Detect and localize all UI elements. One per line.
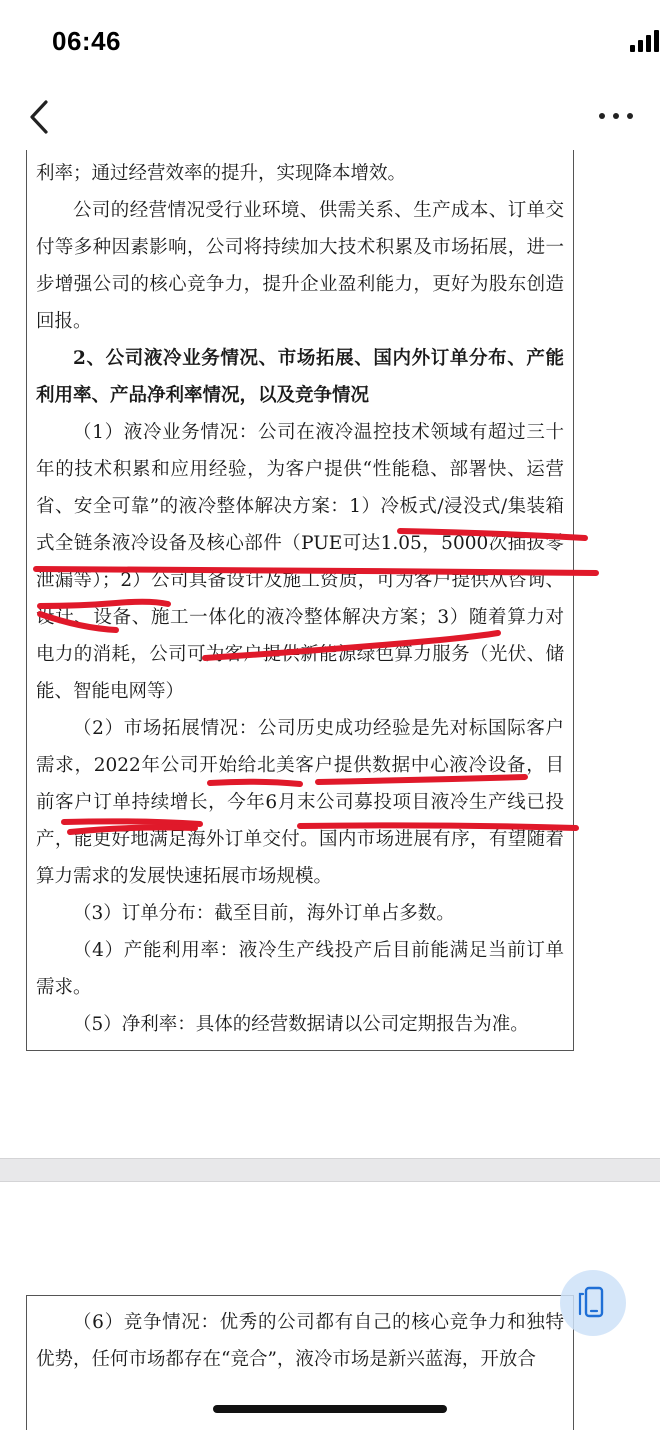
paragraph-order-distribution: （3）订单分布：截至目前，海外订单占多数。 xyxy=(73,903,455,924)
document-content-page-2 xyxy=(36,1304,564,1378)
section-heading-2: 2、公司液冷业务情况、市场拓展、国内外订单分布、产能利用率、产品净利率情况，以及竞争情况 xyxy=(36,348,564,406)
more-options-button[interactable] xyxy=(596,104,636,128)
status-bar xyxy=(0,0,660,84)
page-break xyxy=(0,1158,660,1182)
cellular-signal-icon xyxy=(630,30,660,52)
paragraph-market-expansion: （2）市场拓展情况：公司历史成功经验是先对标国际客户需求，2022年公司开始给北美客户提供数据中心液冷设备，目前客户订单持续增长，今年6月末公司募投项目液冷生产线已投产，能更好地满足海外订单交付。国内市场进展有序，有望随着算力需求的发展快速拓展市场规模。 xyxy=(36,718,564,887)
paragraph-1: 利率；通过经营效率的提升，实现降本增效。 xyxy=(36,163,407,184)
back-button[interactable] xyxy=(26,98,56,136)
home-indicator[interactable] xyxy=(213,1405,447,1413)
phone-copy-icon xyxy=(560,1270,626,1336)
paragraph-net-margin: （5）净利率：具体的经营数据请以公司定期报告为准。 xyxy=(73,1014,529,1035)
paragraph-2: 公司的经营情况受行业环境、供需关系、生产成本、订单交付等多种因素影响，公司将持续加大技术积累及市场拓展，进一步增强公司的核心竞争力，提升企业盈利能力，更好为股东创造回报。 xyxy=(36,200,564,332)
status-time: 06:46 xyxy=(52,26,121,56)
chevron-left-icon xyxy=(26,98,56,136)
floating-action-button[interactable] xyxy=(560,1270,626,1336)
ellipsis-icon xyxy=(596,104,636,128)
document-content xyxy=(36,155,564,1043)
nav-bar xyxy=(0,84,660,148)
paragraph-liquid-cooling-business: （1）液冷业务情况：公司在液冷温控技术领域有超过三十年的技术积累和应用经验，为客户提供“性能稳、部署快、运营省、安全可靠”的液冷整体解决方案：1）冷板式/浸没式/集装箱式全链条液冷设备及核心部件（PUE可达1.05，5000次插拔零泄漏等）；2）公司具备设计及施工资质，可为客户提供从咨询、设计、设备、施工一体化的液冷整体解决方案；3）随着算力对电力的消耗，公司可为客户提供新能源绿色算力服务（光伏、储能、智能电网等） xyxy=(36,422,564,702)
paragraph-capacity-utilization: （4）产能利用率：液冷生产线投产后目前能满足当前订单需求。 xyxy=(36,940,564,998)
paragraph-competition: （6）竞争情况：优秀的公司都有自己的核心竞争力和独特优势，任何市场都存在“竞合”，液冷市场是新兴蓝海，开放合 xyxy=(36,1312,564,1370)
